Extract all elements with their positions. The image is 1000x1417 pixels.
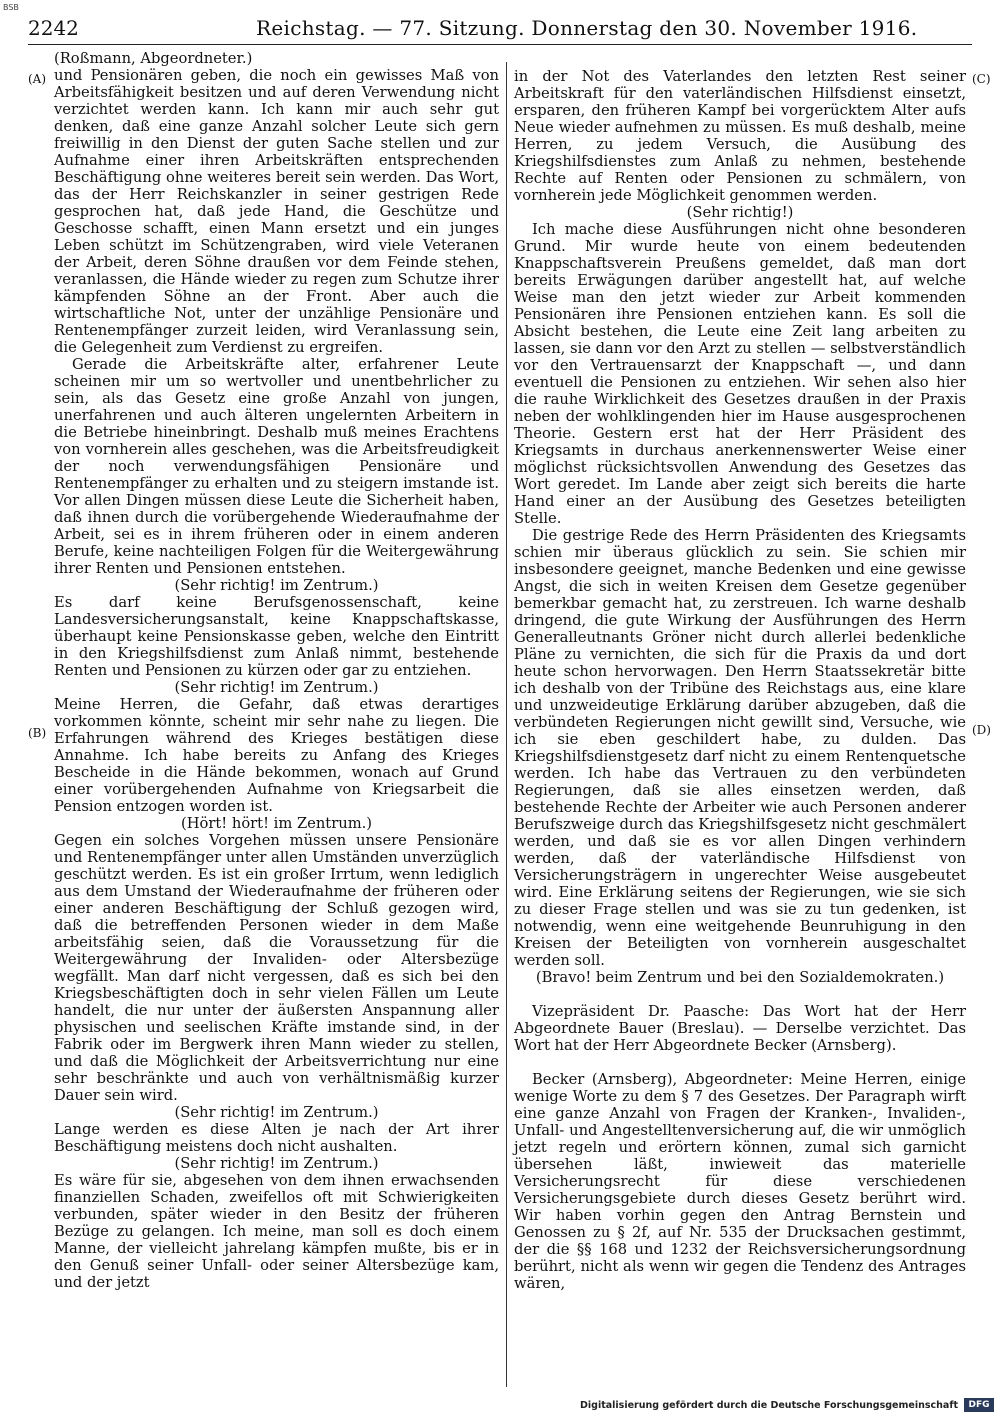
paragraph: und Pensionären geben, die noch ein gewisses Maß von Arbeitsfähigkeit besitzen und auf deren Verwendung nicht verzichtet werden kann. Ich kann mir auch sehr gut denken, daß eine ganze Anzahl solcher Leute sich gern freiwillig in den Dienst der guten Sache stellen und zur Aufnahme einer ihren Arbeitskräften entsprechenden Beschäftigung ohne weiteres bereit sein werden. Das Wort, das der Herr Reichskanzler in seiner gestrigen Rede gesprochen hat, daß jede Hand, die Geschütze und Geschosse schafft, einen Mann ersetzt und ein junges Leben schützt im Schützengraben, wird viele Veteranen der Arbeit, deren Söhne draußen vor dem Feinde stehen, veranlassen, die Hände wieder zu regen zum Schutze ihrer kämpfenden Söhne an der Front. Aber auch die wirtschaftliche Not, unter der unzählige Pensionäre und Rentenempfänger zurzeit leiden, wird Veranlassung sein, die Gelegenheit zum Verdienst zu ergreifen. bbox=[54, 67, 499, 356]
interjection: (Bravo! beim Zentrum und bei den Sozialdemokraten.) bbox=[535, 969, 945, 986]
session-title: Reichstag. — 77. Sitzung. Donnerstag den 30. November 1916. bbox=[256, 16, 918, 40]
interjection: (Sehr richtig! im Zentrum.) bbox=[174, 1104, 379, 1121]
chair-remark: Vizepräsident Dr. Paasche: Das Wort hat der Herr Abgeordnete Bauer (Breslau). — Derselbe verzichtet. Das Wort hat der Herr Abgeordnete Becker (Arnsberg). bbox=[514, 1003, 966, 1054]
margin-marker-a: (A) bbox=[28, 72, 47, 86]
left-column bbox=[54, 50, 499, 1291]
dfg-logo: DFG bbox=[964, 1398, 994, 1412]
right-column bbox=[514, 68, 966, 1292]
margin-marker-b: (B) bbox=[28, 726, 47, 740]
page-header bbox=[28, 14, 972, 45]
paragraph: Gegen ein solches Vorgehen müssen unsere Pensionäre und Rentenempfänger unter allen Umständen unverzüglich geschützt werden. Es ist ein großer Irrtum, wenn lediglich aus dem Umstand der Wiederaufnahme der früheren oder einer anderen Beschäftigung der Schluß gezogen wird, daß die betreffenden Personen wieder in dem Maße arbeitsfähig seien, daß die Voraussetzung für die Weitergewährung der Invaliden- oder Altersbezüge wegfällt. Man darf nicht vergessen, daß es sich bei den Kriegsbeschäftigten doch in sehr vielen Fällen um Leute handelt, die nur unter der äußersten Anspannung aller physischen und seelischen Kräfte imstande sind, in der Fabrik oder im Bergwerk ihren Mann wieder zu stellen, und daß die Möglichkeit der Arbeitsverrichtung nur eine sehr beschränkte und auch von verhältnismäßig kurzer Dauer sein wird. bbox=[54, 832, 499, 1104]
interjection: (Hört! hört! im Zentrum.) bbox=[180, 815, 373, 832]
page-number: 2242 bbox=[28, 16, 79, 40]
interjection: (Sehr richtig!) bbox=[686, 204, 794, 221]
paragraph: in der Not des Vaterlandes den letzten Rest seiner Arbeitskraft für den vaterländischen Hilfsdienst einsetzt, ersparen, den früheren Kampf bei vorgerücktem Alter aufs Neue wieder aufnehmen zu müssen. Es muß deshalb, meine Herren, zu jedem Versuch, die Ausübung des Kriegshilfsdienstes zum Anlaß zu nehmen, bestehende Rechte auf Renten oder Pensionen zu schmälern, von vornherein jede Möglichkeit genommen werden. bbox=[514, 68, 966, 204]
paragraph: Es darf keine Berufsgenossenschaft, keine Landesversicherungsanstalt, keine Knappschaftskasse, überhaupt keine Pensionskasse geben, welche den Eintritt in den Kriegshilfsdienst zum Anlaß nimmt, bestehende Renten und Pensionen zu kürzen oder gar zu entziehen. bbox=[54, 594, 499, 679]
paragraph: Lange werden es diese Alten je nach der Art ihrer Beschäftigung meistens doch nicht aushalten. bbox=[54, 1121, 499, 1155]
interjection: (Sehr richtig! im Zentrum.) bbox=[174, 577, 379, 594]
paragraph: Die gestrige Rede des Herrn Präsidenten des Kriegsamts schien mir überaus glücklich zu sein. Sie schien mir insbesondere geeignet, manche Bedenken und eine gewisse Angst, die sich in weiten Kreisen dem Gesetze gegenüber bemerkbar gemacht hat, zu zerstreuen. Ich warne deshalb dringend, die gute Wirkung der Ausführungen des Herrn Generalleutnants Gröner nicht durch allerlei bedenkliche Pläne zu vernichten, die sich für die Praxis da und dort heute schon hervorwagen. Den Herrn Staatssekretär bitte ich deshalb von der Tribüne des Reichstags aus, eine klare und unzweideutige Erklärung darüber abzugeben, daß die verbündeten Regierungen nicht gewillt sind, Versuche, wie ich sie eben geschildert habe, zu dulden. Das Kriegshilfsdienstgesetz darf nicht zu einem Rentenquetsche werden. Ich habe das Vertrauen zu den verbündeten Regierungen, daß sie alles einsetzen werden, daß bestehende Rechte der Arbeiter wie auch Personen anderer Berufszweige durch das Kriegshilfsgesetz nicht geschmälert werden, und daß sie es vor allen Dingen verhindern werden, daß der vaterländische Hilfsdienst von Versicherungsträgern in ungerechter Weise ausgebeutet wird. Eine Erklärung seitens der Regierungen, wie sie sich zu dieser Frage stellen und was sie zu tun gedenken, ist notwendig, wenn eine weitgehende Beunruhigung in den Kreisen der Beteiligten von vornherein ausgeschaltet werden soll. bbox=[514, 527, 966, 969]
paragraph: Es wäre für sie, abgesehen von dem ihnen erwachsenden finanziellen Schaden, zweifellos oft mit Schwierigkeiten verbunden, später wieder in den Besitz der früheren Bezüge zu gelangen. Ich meine, man soll es doch einem Manne, der vielleicht jahrelang kämpfen mußte, bis er in den Genuß seiner Unfall- oder seiner Altersbezüge kam, und der jetzt bbox=[54, 1172, 499, 1291]
library-mark: BSB bbox=[3, 3, 19, 12]
column-divider bbox=[506, 62, 507, 1387]
paragraph: Meine Herren, die Gefahr, daß etwas derartiges vorkommen könnte, scheint mir sehr nahe zu liegen. Die Erfahrungen während des Krieges bestätigen diese Annahme. Ich habe bereits zu Anfang des Krieges Bescheide in die Hände bekommen, wonach auf Grund einer vorübergehenden Aufnahme von Kriegsarbeit die Pension entzogen worden ist. bbox=[54, 696, 499, 815]
margin-marker-d: (D) bbox=[972, 723, 991, 737]
speaker-paragraph: Becker (Arnsberg), Abgeordneter: Meine Herren, einige wenige Worte zu dem § 7 des Gesetzes. Der Paragraph wirft eine ganze Anzahl von Fragen der Kranken-, Invaliden-, Unfall- und Angestelltenversicherung auf, die wir unmöglich jetzt regeln und erörtern können, zumal sich garnicht übersehen läßt, inwieweit das materielle Versicherungsrecht für diese verschiedenen Versicherungsgebiete durch dieses Gesetz berührt wird. Wir haben vorhin gegen den Antrag Bernstein und Genossen zu § 2f, auf Nr. 535 der Drucksachen gestimmt, der die §§ 168 und 1232 der Reichsversicherungsordnung berührt, nicht als wenn wir gegen die Tendenz des Antrages wären, bbox=[514, 1071, 966, 1292]
paragraph: Gerade die Arbeitskräfte alter, erfahrener Leute scheinen mir um so wertvoller und unentbehrlicher zu sein, als das Gesetz eine große Anzahl von jungen, unerfahrenen und auch älteren ungelernten Arbeitern in die Betriebe hineinbringt. Deshalb muß meines Erachtens von vornherein alles geschehen, was die Arbeitsfreudigkeit der noch verwendungsfähigen Pensionäre und Rentenempfänger zu erhalten und zu steigern imstande ist. Vor allen Dingen müssen diese Leute die Sicherheit haben, daß ihnen durch die vorübergehende Wiederaufnahme der Arbeit, sei es in ihrem früheren oder in einem anderen Berufe, keine nachteiligen Folgen für die Weitergewährung ihrer Renten und Pensionen entstehen. bbox=[54, 356, 499, 577]
paragraph: Ich mache diese Ausführungen nicht ohne besonderen Grund. Mir wurde heute von einem bedeutenden Knappschaftsverein Preußens gemeldet, daß man dort bereits Erwägungen darüber angestellt hat, auf welche Weise man den jetzt wieder zur Arbeit kommenden Pensionären ihre Pensionen entziehen kann. Es soll die Absicht bestehen, die Leute eine Zeit lang arbeiten zu lassen, sie dann vor den Arzt zu stellen — selbstverständlich vor den Vertrauensarzt der Knappschaft —, und dann eventuell die Pensionen zu entziehen. Wir sehen also hier die rauhe Wirklichkeit des Gesetzes draußen in der Praxis neben der wohlklingenden hier im Hause ausgesprochenen Theorie. Gestern erst hat der Herr Präsident des Kriegsamts in durchaus anerkennenswerter Weise einer möglichst rücksichtsvollen Anwendung des Gesetzes das Wort geredet. Im Lande aber zeigt sich bereits die harte Hand einer an der Ausübung des Gesetzes beteiligten Stelle. bbox=[514, 221, 966, 527]
margin-marker-c: (C) bbox=[972, 72, 991, 86]
interjection: (Sehr richtig! im Zentrum.) bbox=[174, 1155, 379, 1172]
footer-credit: Digitalisierung gefördert durch die Deutsche Forschungsgemeinschaft bbox=[580, 1400, 958, 1411]
interjection: (Sehr richtig! im Zentrum.) bbox=[174, 679, 379, 696]
speaker-continuation: (Roßmann, Abgeordneter.) bbox=[54, 50, 253, 67]
